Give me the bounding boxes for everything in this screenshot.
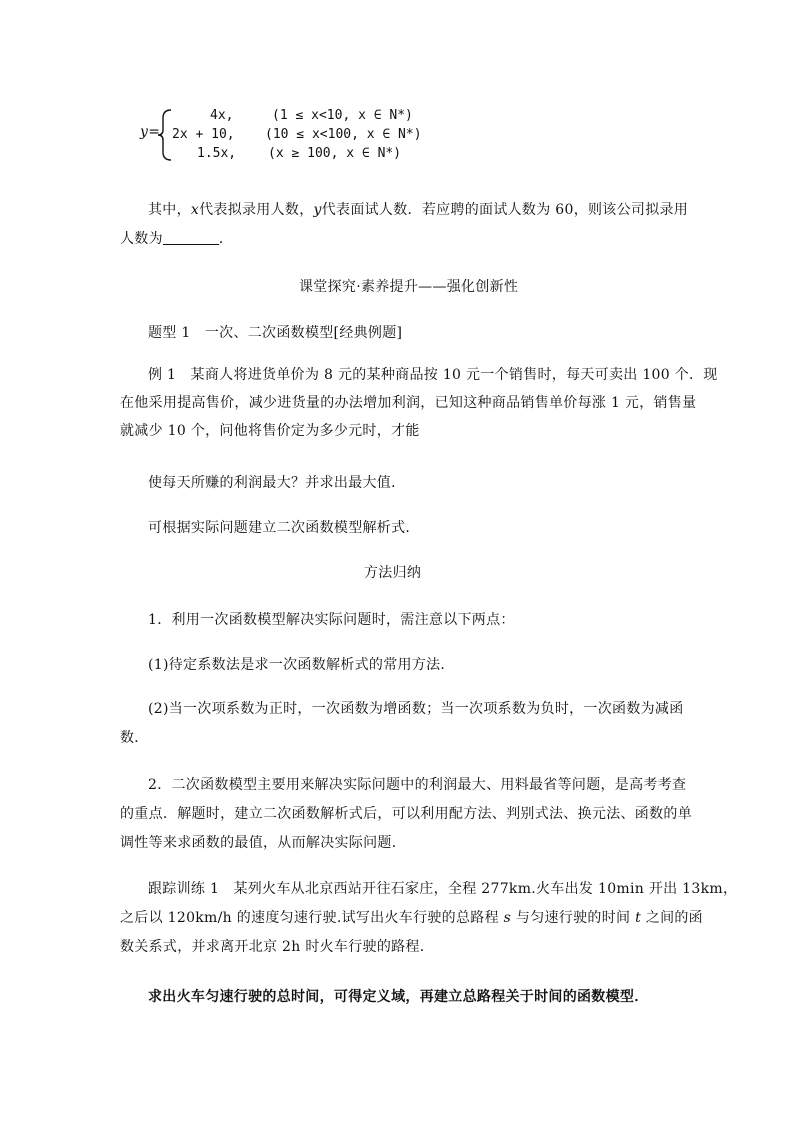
intro-line-2 bbox=[120, 228, 233, 248]
method-title: 方法归纳 bbox=[364, 565, 422, 581]
training-text: 之后以 120km/h 的速度匀速行驶.试写出火车行驶的总路程 bbox=[120, 910, 499, 926]
method-item-2-line-3: 调性等来求函数的最值，从而解决实际问题． bbox=[120, 835, 406, 851]
case-3-expr: 1.5x, bbox=[197, 146, 237, 161]
intro-text: 代表面试人数．若应聘的面试人数为 60，则该公司拟录用 bbox=[321, 202, 689, 218]
example-line-2: 在他采用提高售价，减少进货量的办法增加利润，已知这种商品销售单价每涨 1 元，销售量 bbox=[120, 395, 697, 411]
method-item-2-line-2: 的重点．解题时，建立二次函数解析式后，可以利用配方法、判别式法、换元法、函数的单 bbox=[120, 806, 692, 822]
intro-text: 其中， bbox=[148, 202, 191, 218]
type-heading: 题型 1 一次、二次函数模型[经典例题] bbox=[148, 325, 403, 341]
intro-line-1 bbox=[148, 199, 688, 219]
case-1-condition: (1 ≤ x<10, x ∈ N*) bbox=[272, 108, 413, 123]
formula-lhs: y= bbox=[140, 124, 161, 140]
training-bold-hint: 求出火车匀速行驶的总时间，可得定义域，再建立总路程关于时间的函数模型． bbox=[148, 989, 649, 1005]
var-x: x bbox=[190, 202, 200, 218]
answer-blank[interactable] bbox=[163, 230, 219, 245]
case-1-expr: 4x, bbox=[210, 108, 234, 123]
training-text: 与匀速行驶的时间 bbox=[515, 910, 631, 926]
case-2-condition: (10 ≤ x<100, x ∈ N*) bbox=[265, 127, 422, 142]
method-item-1a: (1)待定系数法是求一次函数解析式的常用方法． bbox=[148, 657, 455, 673]
method-item-1b-line-2: 数． bbox=[120, 730, 149, 746]
intro-text: 代表拟录用人数， bbox=[199, 202, 314, 218]
var-y: y bbox=[313, 202, 322, 218]
intro-text: 人数为 bbox=[120, 231, 163, 247]
training-line-2 bbox=[120, 907, 703, 927]
method-item-2-line-1: 2．二次函数模型主要用来解决实际问题中的利润最大、用料最省等问题，是高考考查 bbox=[148, 777, 687, 793]
example-line-4: 使每天所赚的利润最大？并求出最大值． bbox=[148, 475, 406, 491]
example-line-1: 例 1 某商人将进货单价为 8 元的某种商品按 10 元一个销售时，每天可卖出 100 个．现 bbox=[148, 367, 718, 383]
var-t: t bbox=[635, 910, 642, 926]
example-hint: 可根据实际问题建立二次函数模型解析式． bbox=[148, 520, 420, 536]
example-line-3: 就减少 10 个，问他将售价定为多少元时，才能 bbox=[120, 423, 420, 439]
method-item-1: 1．利用一次函数模型解决实际问题时，需注意以下两点： bbox=[148, 612, 515, 628]
training-line-3: 数关系式，并求离开北京 2h 时火车行驶的路程． bbox=[120, 939, 435, 955]
training-line-1: 跟踪训练 1 某列火车从北京西站开往石家庄，全程 277km.火车出发 10min 开出 13km， bbox=[148, 881, 738, 897]
case-3-condition: (x ≥ 100, x ∈ N*) bbox=[268, 146, 402, 161]
var-s: s bbox=[503, 910, 512, 926]
training-text: 之间的函 bbox=[645, 910, 703, 926]
method-item-1b-line-1: (2)当一次项系数为正时，一次函数为增函数；当一次项系数为负时，一次函数为减函 bbox=[148, 701, 684, 717]
section-title: 课堂探究·素养提升——强化创新性 bbox=[299, 279, 519, 295]
case-2-expr: 2x + 10, bbox=[172, 127, 235, 142]
intro-text: ． bbox=[218, 231, 234, 247]
